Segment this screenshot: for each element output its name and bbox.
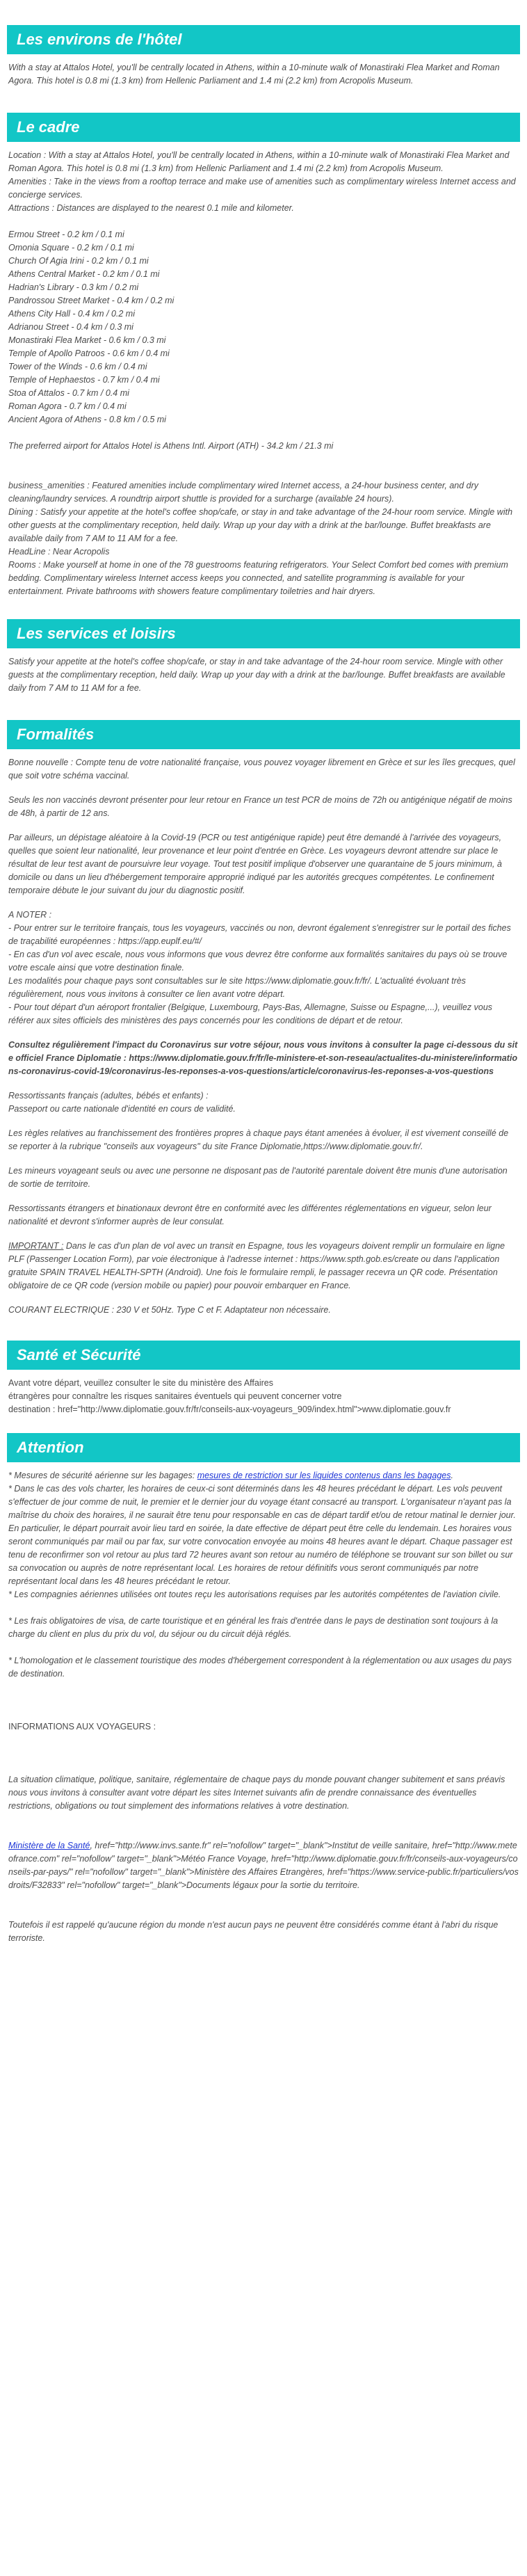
formalites-mineurs: Les mineurs voyageant seuls ou avec une personne ne disposant pas de l'autorité parentale doivent être munis d'une autorisation de sortie de territoire. bbox=[8, 1166, 508, 1189]
section-formalites bbox=[7, 749, 520, 1317]
formalites-etrangers: Ressortissants étrangers et binationaux devront être en conformité avec les différentes réglementations en vigueur, selon leur nationalité et devront s'informer auprès de leur consulat. bbox=[8, 1203, 492, 1226]
bagages-prefix: * Mesures de sécurité aérienne sur les bagages: bbox=[8, 1471, 197, 1480]
section-title-formalites: Formalités bbox=[7, 720, 520, 749]
formalites-non-vaccinated: Seuls les non vaccinés devront présenter pour leur retour en France un test PCR de moins de 72h ou antigénique négatif de moins de 48h, à partir de 12 ans. bbox=[8, 795, 512, 818]
formalites-important bbox=[8, 1240, 519, 1293]
section-title-attention: Attention bbox=[7, 1433, 520, 1462]
cadre-location: Location : With a stay at Attalos Hotel, you'll be centrally located in Athens, within a 10-minute walk of Monastiraki Flea Market and Roman Agora. This hotel is 0.8 mi (1.3 km) from Hellenic Parliament and 1.4 mi (2.2 km) from Acropolis Museum. bbox=[8, 150, 510, 173]
ressortissants-line: Ressortissants français (adultes, bébés et enfants) : bbox=[8, 1091, 209, 1101]
note-line: - En cas d'un vol avec escale, nous vous informons que vous devrez être conforme aux formalités sanitaires du pays où se trouve votre escale ainsi que votre destination finale. bbox=[8, 950, 508, 973]
ministere-sante-link[interactable]: Ministère de la Santé bbox=[8, 1841, 90, 1850]
formalites-courant: COURANT ELECTRIQUE : 230 V et 50Hz. Type C et F. Adaptateur non nécessaire. bbox=[8, 1305, 331, 1315]
environs-text: With a stay at Attalos Hotel, you'll be centrally located in Athens, within a 10-minute walk of Monastiraki Flea Market and Roman Agora. This hotel is 0.8 mi (1.3 km) from Hellenic Parliament and 1.4 mi (2.2 km) from Acropolis Museum. bbox=[8, 63, 500, 86]
attention-bagages bbox=[8, 1469, 519, 1482]
cadre-attractions-intro: Attractions : Distances are displayed to the nearest 0.1 mile and kilometer. bbox=[8, 203, 294, 213]
sante-line: Avant votre départ, veuillez consulter le site du ministère des Affaires bbox=[8, 1378, 273, 1388]
section-cadre bbox=[7, 142, 520, 598]
cadre-business-amenities: business_amenities : Featured amenities include complimentary wired Internet access, a 24-hour business center, and dry cleaning/laundry services. A roundtrip airport shuttle is provided for a surcharge (available 24 hours). bbox=[8, 481, 479, 504]
bagages-restriction-link[interactable]: mesures de restriction sur les liquides contenus dans les bagages bbox=[197, 1471, 451, 1480]
formalites-diplomatie-bold: Consultez régulièrement l'impact du Coronavirus sur votre séjour, nous vous invitons à consulter la page ci-dessous du site officiel France Diplomatie : https://www.diplomatie.gouv.fr/fr/le-ministere-et-son-reseau/actualites-du-ministere/informations-coronavirus-covid-19/coronavirus-les-reponses-a-vos-questions/article/coronavirus-les-reponses-a-vos-questions bbox=[8, 1040, 518, 1076]
sante-line: destination : href="http://www.diplomatie.gouv.fr/fr/conseils-aux-voyageurs_909/index.html">www.diplomatie.gouv.fr bbox=[8, 1405, 451, 1414]
note-line: - Pour tout départ d'un aéroport frontalier (Belgique, Luxembourg, Pays-Bas, Allemagne, Suisse ou Espagne,...), veuillez vous référer aux sites officiels des ministères des pays concernés pour les conditions de départ et de retour. bbox=[8, 1002, 493, 1025]
bagages-suffix: . bbox=[451, 1471, 453, 1480]
cadre-amenities: Amenities : Take in the views from a rooftop terrace and make use of amenities such as complimentary wireless Internet access and concierge services. bbox=[8, 177, 516, 200]
attraction-item: Hadrian's Library - 0.3 km / 0.2 mi bbox=[8, 282, 139, 292]
section-title-cadre: Le cadre bbox=[7, 113, 520, 142]
formalites-good-news: Bonne nouvelle : Compte tenu de votre nationalité française, vous pouvez voyager librement en Grèce et sur les îles grecques, quel que soit votre schéma vaccinal. bbox=[8, 758, 515, 781]
formalites-note bbox=[8, 909, 519, 1027]
attraction-item: Adrianou Street - 0.4 km / 0.3 mi bbox=[8, 322, 133, 332]
attraction-item: Stoa of Attalos - 0.7 km / 0.4 mi bbox=[8, 388, 129, 398]
attractions-list bbox=[8, 228, 519, 426]
attention-infos-heading: INFORMATIONS AUX VOYAGEURS : bbox=[8, 1722, 156, 1731]
note-line: Les modalités pour chaque pays sont consultables sur le site https://www.diplomatie.gouv.fr/fr/. L'actualité évoluant très régulièrement, nous vous invitons à consulter ce lien avant votre départ. bbox=[8, 976, 467, 999]
ressortissants-line: Passeport ou carte nationale d'identité en cours de validité. bbox=[8, 1104, 236, 1114]
formalites-regles: Les règles relatives au franchissement des frontières propres à chaque pays étant amenées à évoluer, il est vivement conseillé de se reporter à la rubrique "conseils aux voyageurs" du site France Diplomatie,https://www.diplomatie.gouv.fr/. bbox=[8, 1128, 509, 1151]
attention-sites bbox=[8, 1839, 519, 1892]
attraction-item: Pandrossou Street Market - 0.4 km / 0.2 mi bbox=[8, 296, 175, 305]
attraction-item: Ancient Agora of Athens - 0.8 km / 0.5 mi bbox=[8, 415, 166, 424]
section-sante bbox=[7, 1370, 520, 1416]
note-line: - Pour entrer sur le territoire français, tous les voyageurs, vaccinés ou non, devront également s'enregistrer sur le portail des fiches de traçabilité européennes : https://app.euplf.eu/#/ bbox=[8, 923, 511, 946]
formalites-random-testing: Par ailleurs, un dépistage aléatoire à la Covid-19 (PCR ou test antigénique rapide) peut être demandé à l'arrivée des voyageurs, quelles que soient leur nationalité, leur provenance et leur point d'entrée en Grèce. Les voyageurs devront attendre sur place le résultat de leur test avant de poursuivre leur voyage. Tout test positif implique d'observer une quarantaine de 5 jours minimum, à domicile ou dans un lieu d'hébergement temporaire approprié indiqué par les autorités grecques compétentes. Le confinement temporaire débute le jour suivant du jour du diagnostic positif. bbox=[8, 833, 502, 895]
sante-line: étrangères pour connaître les risques sanitaires éventuels qui peuvent concerner votre bbox=[8, 1391, 342, 1401]
section-attention bbox=[7, 1462, 520, 1945]
important-label: IMPORTANT : bbox=[8, 1241, 64, 1251]
attraction-item: Temple of Apollo Patroos - 0.6 km / 0.4 mi bbox=[8, 349, 170, 358]
section-services bbox=[7, 648, 520, 695]
attraction-item: Omonia Square - 0.2 km / 0.1 mi bbox=[8, 243, 134, 253]
attraction-item: Temple of Hephaestos - 0.7 km / 0.4 mi bbox=[8, 375, 160, 385]
attraction-item: Roman Agora - 0.7 km / 0.4 mi bbox=[8, 401, 127, 411]
attention-taxes: * Les frais obligatoires de visa, de carte touristique et en général les frais d'entrée dans le pays de destination sont toujours à la charge du client en plus du prix du vol, du séjour ou du circuit déjà réglés. bbox=[8, 1616, 498, 1639]
sites-text: , href="http://www.invs.sante.fr" rel="nofollow" target="_blank">Institut de veille sanitaire, href="http://www.meteofrance.com" rel="nofollow" target="_blank">Météo France Voyage, href="http://www.diplomatie.gouv.fr/fr/conseils-aux-voyageurs/conseils-par-pays/" rel="nofollow" target="_blank">Ministère des Affaires Etrangères, href="https://www.service-public.fr/particuliers/vosdroits/F32833" rel="nofollow" target="_blank">Documents légaux pour la sortie du territoire. bbox=[8, 1841, 519, 1890]
services-text: Satisfy your appetite at the hotel's coffee shop/cafe, or stay in and take advantage of the 24-hour room service. Mingle with other guests at the complimentary reception, held daily. Wrap up your day with a drink at the bar/lounge. Buffet breakfasts are available daily from 7 AM to 11 AM for a fee. bbox=[8, 657, 505, 693]
attraction-item: Athens City Hall - 0.4 km / 0.2 mi bbox=[8, 309, 136, 319]
section-title-sante: Santé et Sécurité bbox=[7, 1341, 520, 1370]
attraction-item: Monastiraki Flea Market - 0.6 km / 0.3 mi bbox=[8, 335, 166, 345]
important-text: Dans le cas d'un plan de vol avec un transit en Espagne, tous les voyageurs doivent remplir un formulaire en ligne PLF (Passenger Location Form), par voie électronique à l'adresse internet : https://www.spth.gob.es/create ou dans l'application gratuite SPAIN TRAVEL HEALTH-SPTH (Android). Une fois le formulaire rempli, le passager recevra un QR code. Présentation obligatoire de ce QR code (version mobile ou papier) pour pouvoir embarquer en France. bbox=[8, 1241, 505, 1290]
cadre-headline: HeadLine : Near Acropolis bbox=[8, 547, 110, 557]
attraction-item: Ermou Street - 0.2 km / 0.1 mi bbox=[8, 230, 124, 239]
attraction-item: Tower of the Winds - 0.6 km / 0.4 mi bbox=[8, 362, 147, 371]
attention-homologation: * L'homologation et le classement touristique des modes d'hébergement correspondent à la réglementation ou aux usages du pays de destination. bbox=[8, 1656, 512, 1679]
note-line: A NOTER : bbox=[8, 910, 52, 920]
attention-toutefois: Toutefois il est rappelé qu'aucune région du monde n'est aucun pays ne peuvent être considérés comme étant à l'abri du risque terroriste. bbox=[8, 1920, 498, 1943]
formalites-ressortissants bbox=[8, 1089, 519, 1116]
section-title-environs: Les environs de l'hôtel bbox=[7, 25, 520, 54]
cadre-airport: The preferred airport for Attalos Hotel is Athens Intl. Airport (ATH) - 34.2 km / 21.3 mi bbox=[8, 441, 334, 451]
attraction-item: Church Of Agia Irini - 0.2 km / 0.1 mi bbox=[8, 256, 149, 266]
attraction-item: Athens Central Market - 0.2 km / 0.1 mi bbox=[8, 269, 160, 279]
attention-compagnies: * Les compagnies aériennes utilisées ont toutes reçu les autorisations requises par les autorités compétentes de l'aviation civile. bbox=[8, 1590, 501, 1599]
attention-situation: La situation climatique, politique, sanitaire, réglementaire de chaque pays du monde pouvant changer subitement et sans préavis nous vous invitons à consulter avant votre départ les sites Internet suivants afin de prendre connaissance des éventuelles restrictions, obligations ou tout simplement des informations relatives à votre destination. bbox=[8, 1775, 505, 1811]
cadre-dining: Dining : Satisfy your appetite at the hotel's coffee shop/cafe, or stay in and take advantage of the 24-hour room service. Mingle with other guests at the complimentary reception, held daily. Wrap up your day with a drink at the bar/lounge. Buffet breakfasts are available daily from 7 AM to 11 AM for a fee. bbox=[8, 507, 513, 543]
cadre-rooms: Rooms : Make yourself at home in one of the 78 guestrooms featuring refrigerators. Your Select Comfort bed comes with premium bedding. Complimentary wireless Internet access keeps you connected, and satellite programming is available for your entertainment. Private bathrooms with showers feature complimentary toiletries and hair dryers. bbox=[8, 560, 508, 596]
attention-charters: * Dans le cas des vols charter, les horaires de ceux-ci sont déterminés dans les 48 heures précédant le départ. Les vols peuvent s'effectuer de jour comme de nuit, le premier et le dernier jour du voyage étant consacré au transport. L'organisateur n'ayant pas la maîtrise du choix des horaires, il ne saurait être tenu pour responsable en cas de départ tardif et/ou de retour matinal le dernier jour. En particulier, le départ pourrait avoir lieu tard en soirée, la date effective de départ peut être celle du lendemain. Les horaires vous seront communiqués par mail ou par fax, sur votre convocation envoyée au moins 48 heures avant le départ. Chaque passager est tenu de reconfirmer son vol retour au plus tard 72 heures avant son retour au numéro de téléphone se trouvant sur son billet ou sur sa convocation ou auprès de notre représentant local. Les horaires de retour définitifs vous seront communiqués par notre représentant local dans les 48 heures précédant le retour. bbox=[8, 1484, 516, 1586]
section-title-services: Les services et loisirs bbox=[7, 619, 520, 648]
section-environs bbox=[7, 54, 520, 88]
